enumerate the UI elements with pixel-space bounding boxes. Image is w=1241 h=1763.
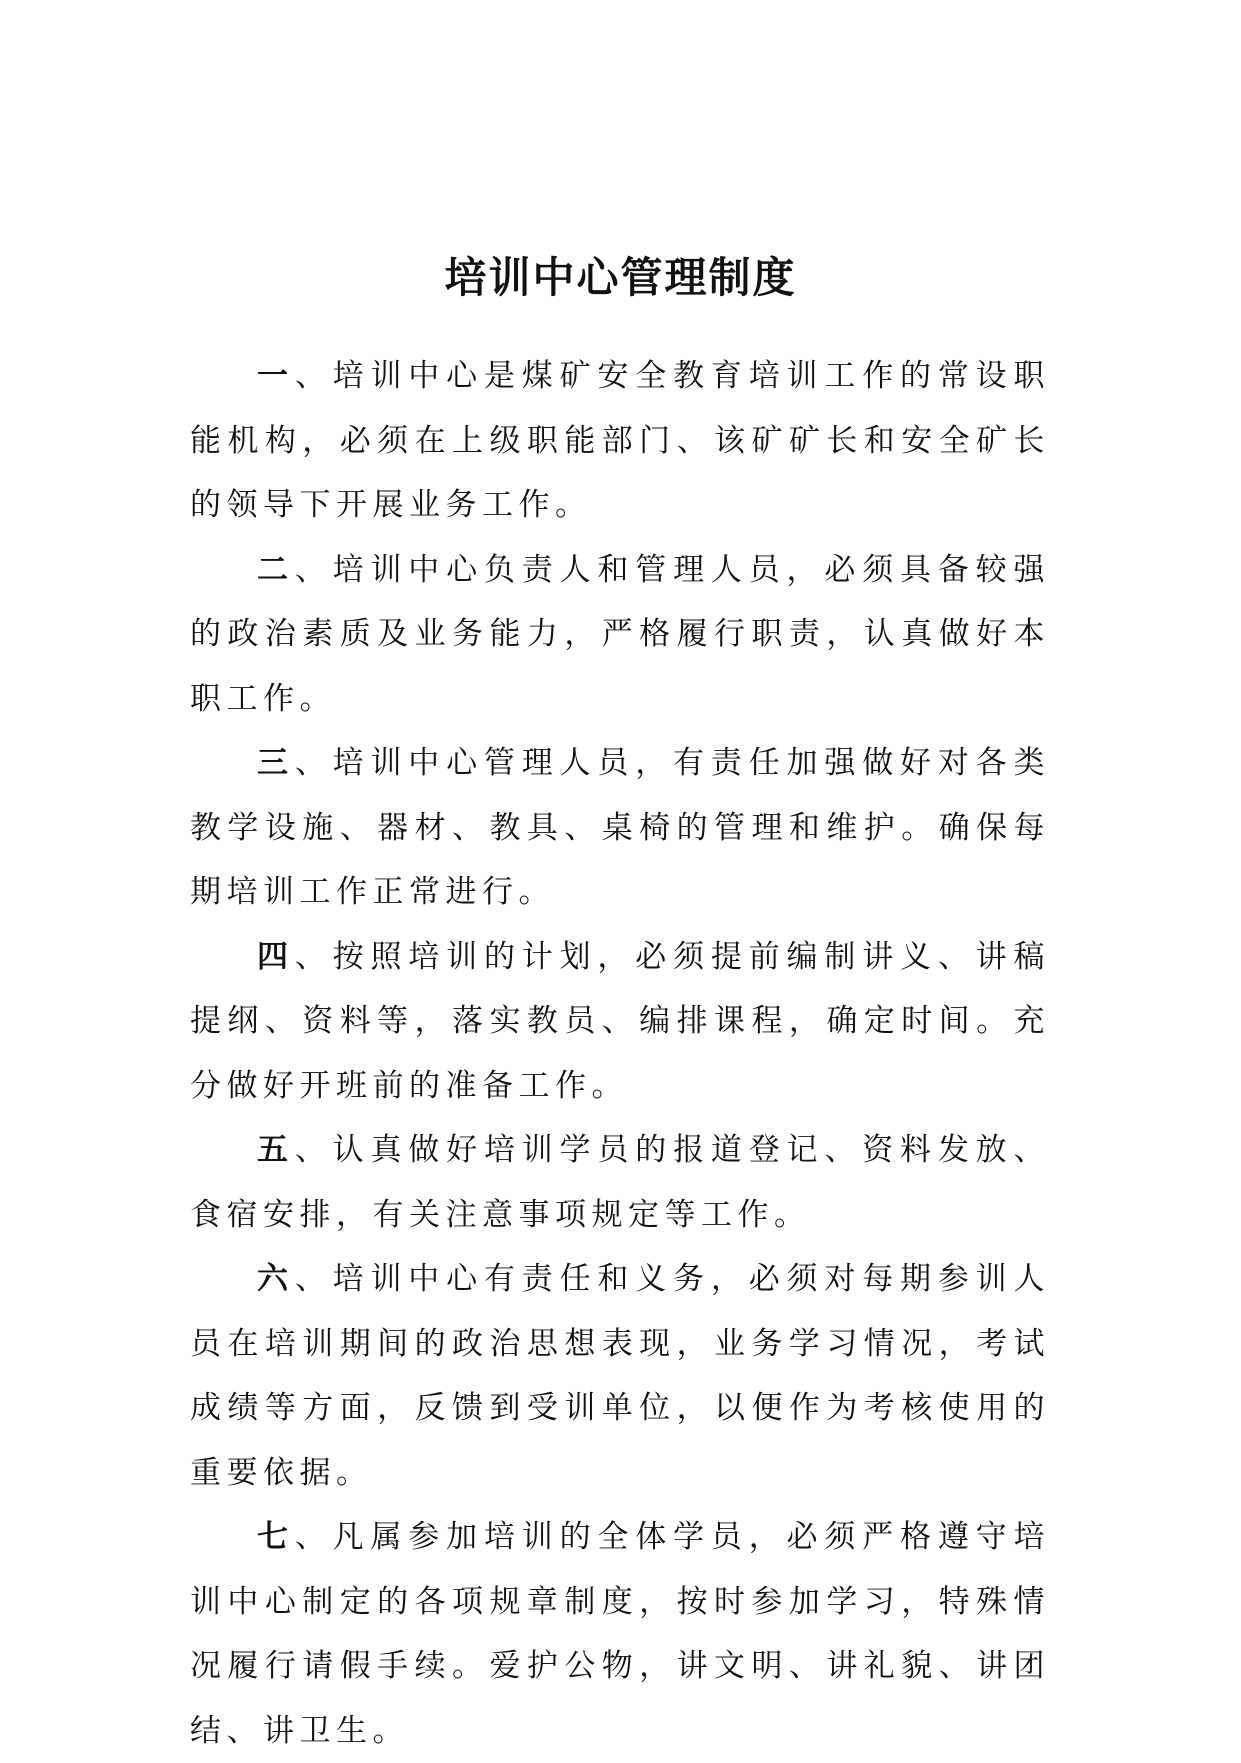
document-body [190, 344, 1050, 1763]
paragraph-text: 、按照培训的计划，必须提前编制讲义、讲稿提纲、资料等，落实教员、编排课程，确定时间。充分做好开班前的准备工作。 [190, 938, 1051, 1104]
paragraph-number: 四 [257, 938, 295, 975]
paragraph-text: 、凡属参加培训的全体学员，必须严格遵守培训中心制定的各项规章制度，按时参加学习，特殊情况履行请假手续。爱护公物，讲文明、讲礼貌、讲团结、讲卫生。 [190, 1519, 1051, 1749]
paragraph-text: 、培训中心负责人和管理人员，必须具备较强的政治素质及业务能力，严格履行职责，认真做好本职工作。 [190, 551, 1051, 717]
paragraph-number: 三 [257, 745, 295, 781]
paragraph-5 [190, 1118, 1050, 1247]
paragraph-number: 二 [257, 551, 295, 588]
paragraph-6 [190, 1247, 1050, 1505]
paragraph-1 [190, 344, 1050, 538]
paragraph-number: 六 [257, 1261, 295, 1297]
paragraph-number: 一 [257, 358, 295, 394]
document-title: 培训中心管理制度 [444, 253, 797, 302]
paragraph-number: 七 [257, 1519, 295, 1555]
paragraph-text: 、培训中心有责任和义务，必须对每期参训人员在培训期间的政治思想表现，业务学习情况，考试成绩等方面，反馈到受训单位，以便作为考核使用的重要依据。 [190, 1261, 1051, 1491]
paragraph-4 [190, 925, 1050, 1119]
paragraph-3 [190, 731, 1050, 925]
paragraph-text: 、认真做好培训学员的报道登记、资料发放、食宿安排，有关注意事项规定等工作。 [190, 1132, 1051, 1233]
paragraph-text: 、培训中心管理人员，有责任加强做好对各类教学设施、器材、教具、桌椅的管理和维护。确保每期培训工作正常进行。 [190, 745, 1051, 910]
paragraph-text: 、培训中心是煤矿安全教育培训工作的常设职能机构，必须在上级职能部门、该矿矿长和安全矿长的领导下开展业务工作。 [190, 358, 1051, 523]
paragraph-7 [190, 1505, 1050, 1763]
paragraph-number: 五 [257, 1132, 295, 1168]
paragraph-2 [190, 538, 1050, 732]
